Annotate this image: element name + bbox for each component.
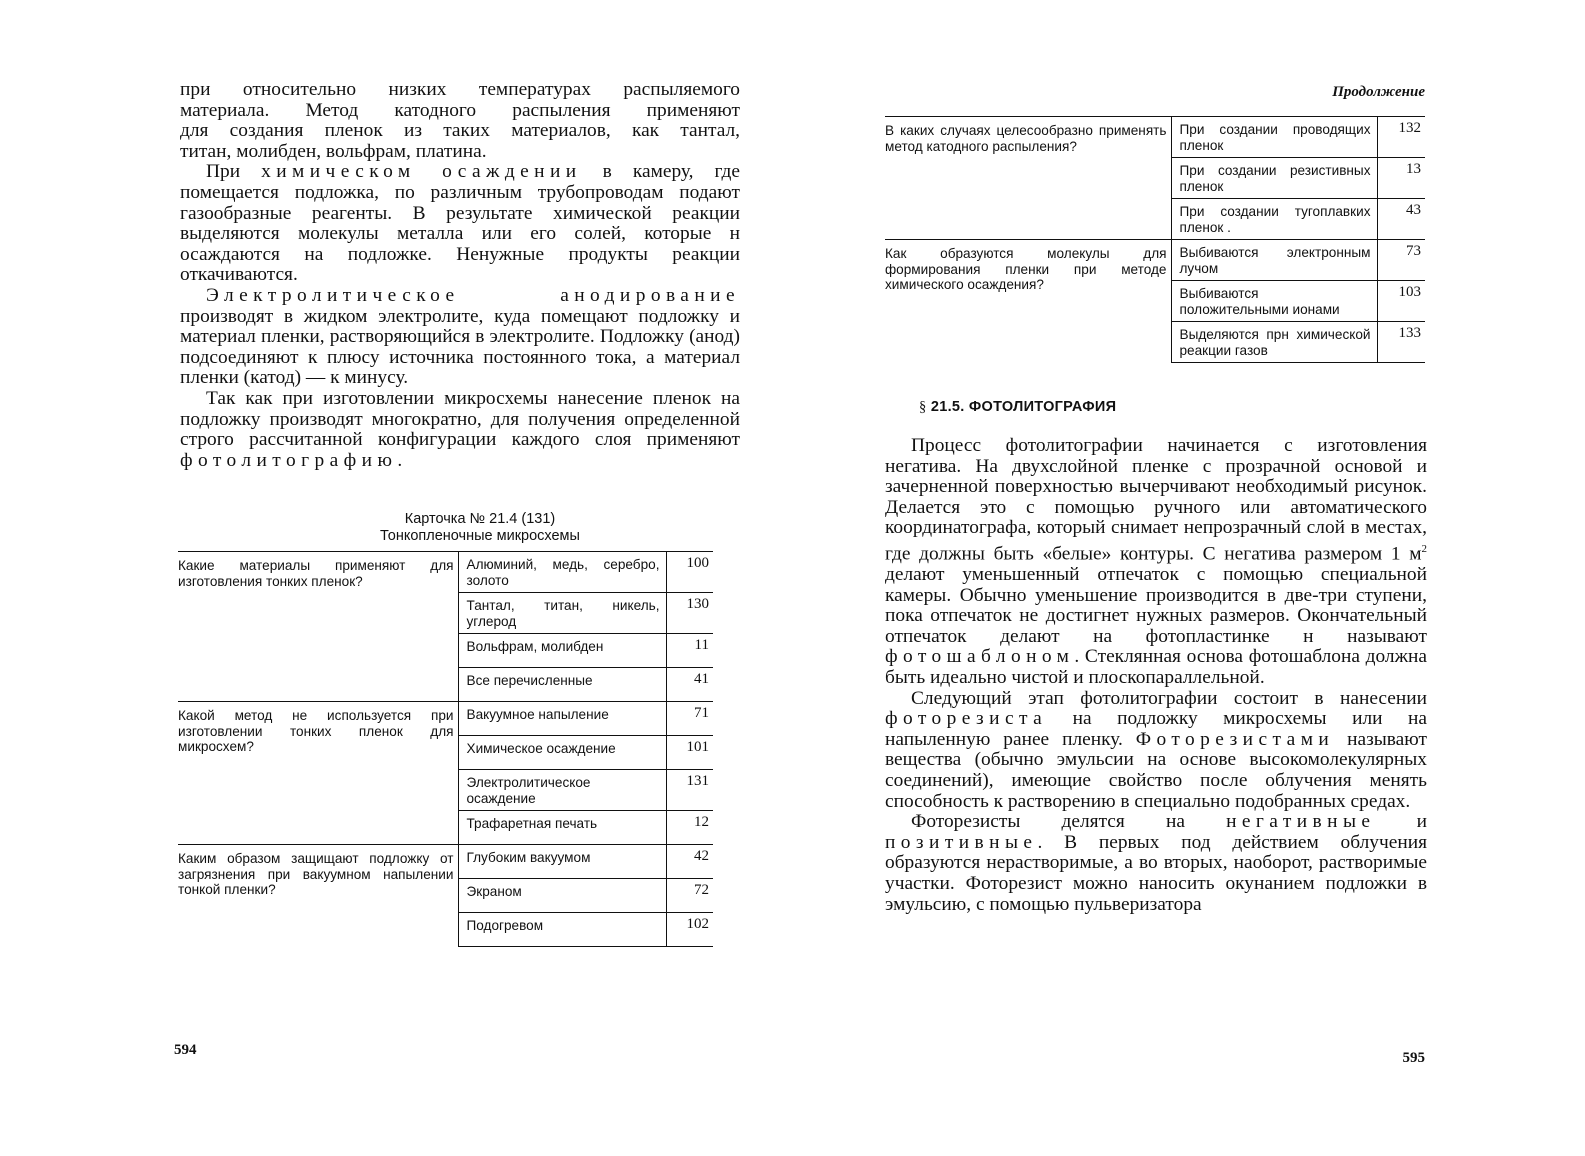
card-answer-code: 72 [666, 879, 713, 913]
term-photoresists: Фоторезистами [1135, 728, 1335, 750]
card-answer: При создании проводящих пленок [1171, 117, 1377, 158]
page-number-left: 594 [174, 1042, 197, 1058]
intro-line: титан, молибден, вольфрам, платина. [180, 140, 487, 162]
card-answer: Все перечисленные [458, 668, 666, 702]
card-answer-code: 73 [1377, 240, 1425, 281]
term-negative: негативные [1226, 811, 1376, 833]
card-answer: Электролитическое осаждение [458, 770, 666, 811]
card-row [885, 117, 1425, 158]
page-number-right: 595 [1402, 1050, 1425, 1066]
card-answer-code: 11 [666, 634, 713, 668]
card-answer-code: 41 [666, 668, 713, 702]
term-anodizing: Электролитическое анодирование [206, 284, 740, 306]
card-question: Как образуются молекулы для формирования пленки при методе химического осаждения? [885, 240, 1171, 363]
photolithography-intro-paragraph: Так как при изготовлении микросхемы нанесение пленок на подложку производят многократно, для получения определенной строго рассчитанной конфигурации каждого слоя применяют фотолитографию. [180, 387, 740, 471]
photoresist-paragraph: Следующий этап фотолитографии состоит в нанесении фоторезиста на подложку микросхемы или на напыленную ранее пленку. Фоторезистами называют вещества (обычно эмульсии на основе высокомолекулярных соединений), имеющие свойство после облучения менять способность к растворению в специально подобранных средах. [885, 687, 1427, 812]
card-row [178, 845, 713, 879]
card-answer: Выделяются прн химической реакции газов [1171, 322, 1377, 363]
term-photomask: фотошаблоном [885, 646, 1075, 668]
card-answer: Алюминий, медь, серебро, золото [458, 552, 666, 593]
question-card-left [178, 551, 713, 947]
term-photoresist: фоторезиста [885, 708, 1048, 730]
card-row [178, 552, 713, 593]
card-answer: Трафаретная печать [458, 811, 666, 845]
intro-paragraph [180, 80, 740, 162]
card-title: Карточка № 21.4 (131) [404, 511, 556, 528]
card-answer-code: 103 [1377, 281, 1425, 322]
card-answer: Химическое осаждение [458, 736, 666, 770]
card-question: В каких случаях целесообразно применять метод катодного распыления? [885, 117, 1171, 240]
intro-line: для создания пленок из таких материалов, как тантал, [180, 120, 740, 142]
card-answer-code: 131 [666, 770, 713, 811]
card-row [178, 702, 713, 736]
card-answer-code: 12 [666, 811, 713, 845]
section-title: 21.5. ФОТОЛИТОГРАФИЯ [930, 399, 1117, 415]
card-question: Какой метод не используется при изготовлении тонких пленок для микросхем? [178, 702, 458, 845]
card-answer: Подогревом [458, 913, 666, 947]
card-answer: Тантал, титан, никель, углерод [458, 593, 666, 634]
card-question: Какие материалы применяют для изготовления тонких пленок? [178, 552, 458, 702]
card-answer: Вакуумное напыление [458, 702, 666, 736]
card-answer-code: 130 [666, 593, 713, 634]
card-answer: При создании тугоплавких пленок . [1171, 199, 1377, 240]
card-answer-code: 100 [666, 552, 713, 593]
term-photolithography: фотолитографию [180, 449, 398, 471]
chemical-deposition-paragraph: При химическом осаждении в камеру, где помещается подложка, по различным трубопроводам подают газообразные реагенты. В результате химической реакции выделяются молекулы металла или его солей, которые н осаждаются на подложке. Ненужные продукты реакции откачиваются. [180, 161, 740, 286]
card-answer-code: 42 [666, 845, 713, 879]
right-page [885, 84, 1455, 1066]
intro-line: при относительно низких температурах распыляемого [180, 79, 740, 100]
question-card-right [885, 116, 1425, 363]
section-heading [919, 399, 1455, 416]
card-answer-code: 13 [1377, 158, 1425, 199]
card-answer: Выбиваются электронным лучом [1171, 240, 1377, 281]
intro-line: материала. Метод катодного распыления применяют [180, 99, 740, 121]
card-answer-code: 102 [666, 913, 713, 947]
left-page [174, 79, 740, 1058]
term-chemical-deposition: химическом осаждении [261, 161, 582, 183]
card-row [885, 240, 1425, 281]
card-subtitle: Тонкопленочные микросхемы [380, 528, 580, 545]
section-symbol: § [919, 399, 927, 415]
card-answer: При создании резистивных пленок [1171, 158, 1377, 199]
term-positive: позитивные [885, 831, 1038, 853]
card-answer-code: 101 [666, 736, 713, 770]
card-answer: Экраном [458, 879, 666, 913]
photoresist-types-paragraph: Фоторезисты делятся на негативные и позитивные. В первых под действием облучения образуются нерастворимые, а во вторых, наоборот, растворимые участки. Фоторезист можно наносить окунанием подложки в эмульсию, с помощью пульверизатора [885, 811, 1427, 915]
anodizing-paragraph: Электролитическое анодирование производят в жидком электролите, куда помещают подложку и материал пленки, растворяющийся в электролите. Подложку (анод) подсоединяют к плюсу источника постоянного тока, а материал пленки (катод) — к минусу. [180, 284, 740, 389]
photolithography-paragraph-1: Процесс фотолитографии начинается с изготовления негатива. На двухслойной пленке с прозрачной основой и зачерненной поверхностью вычерчивают необходимый рисунок. Делается это с помощью ручного или автоматического координатографа, который снимает непрозрачный слой в местах, где должны быть «белые» контуры. С негатива размером 1 $м^2$ делают уменьшенный отпечаток с помощью специальной камеры. Обычно уменьшение производится в две-три ступени, пока отпечаток не достигнет нужных размеров. Окончательный отпечаток делают на фотопластинке н называют фотошаблоном. Стеклянная основа фотошаблона должна быть идеально чистой и плоскопараллельной. [885, 435, 1427, 688]
card-answer-code: 43 [1377, 199, 1425, 240]
card-answer-code: 132 [1377, 117, 1425, 158]
card-answer-code: 71 [666, 702, 713, 736]
card-answer: Глубоким вакуумом [458, 845, 666, 879]
continuation-label: Продолжение [1332, 84, 1425, 100]
card-question: Каким образом защищают подложку от загрязнения при вакуумном напылении тонкой пленки? [178, 845, 458, 947]
card-answer: Вольфрам, молибден [458, 634, 666, 668]
card-answer-code: 133 [1377, 322, 1425, 363]
card-answer: Выбиваются положительными ионами [1171, 281, 1377, 322]
